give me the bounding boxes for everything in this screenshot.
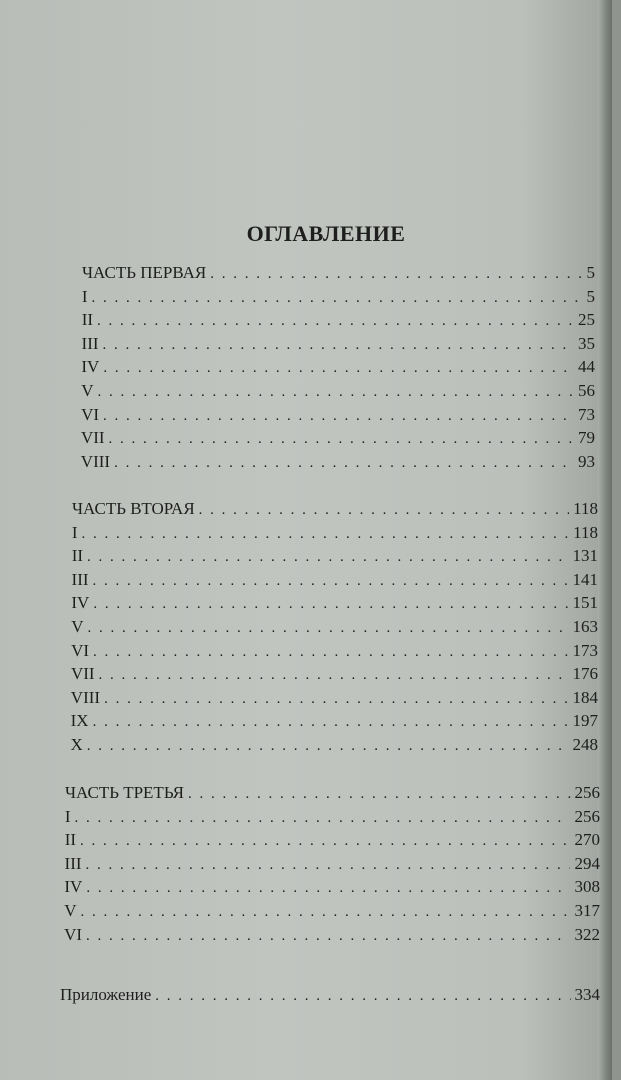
toc-entry-page-number: 197 (572, 711, 598, 731)
toc-entry-page-number: 5 (586, 286, 595, 306)
toc-entry-page-number: 73 (577, 404, 595, 424)
toc-entry-label: VI (64, 924, 83, 944)
toc-entry-page-number: 163 (572, 617, 598, 636)
toc-chapter-entry (81, 356, 595, 379)
toc-entry-page-number: 270 (574, 830, 600, 850)
dot-leader (199, 499, 569, 521)
toc-entry-label: I (81, 286, 88, 306)
toc-entry-label: IX (70, 711, 89, 731)
toc-chapter-entry (71, 663, 598, 686)
toc-chapter-entry (81, 404, 595, 427)
toc-entry-page-number: 131 (572, 546, 598, 566)
toc-entry-label: IV (64, 877, 83, 897)
toc-entry-label: ЧАСТЬ ТРЕТЬЯ (65, 783, 185, 802)
toc-chapter-entry (64, 900, 600, 923)
toc-entry-label: I (71, 522, 78, 542)
toc-entry-page-number: 176 (572, 664, 598, 684)
toc-chapter-entry (82, 333, 595, 356)
toc-entry-label: V (81, 381, 94, 400)
toc-entry-page-number: 25 (577, 310, 595, 330)
toc-chapter-entry (71, 710, 598, 733)
toc-part-heading (65, 782, 600, 805)
toc-entry-label: V (71, 617, 84, 636)
toc-entry-page-number: 79 (577, 428, 595, 448)
toc-entry-page-number: 93 (577, 451, 595, 471)
toc-entry-label: VII (80, 428, 105, 448)
toc-entry-page-number: 44 (577, 357, 595, 377)
toc-chapter-entry (81, 427, 595, 450)
toc-entry-page-number: 141 (572, 569, 598, 589)
toc-entry-label: V (64, 901, 77, 920)
toc-entry-label: II (81, 310, 94, 330)
toc-chapter-entry (81, 451, 595, 474)
dot-leader (103, 405, 574, 427)
toc-entry-label: X (70, 735, 83, 754)
dot-leader (87, 546, 568, 568)
dot-leader (109, 428, 574, 450)
toc-entry-page-number: 334 (574, 985, 600, 1004)
toc-appendix-entry (60, 984, 600, 1007)
toc-chapter-entry (64, 876, 600, 899)
dot-leader (103, 334, 574, 356)
dot-leader (88, 617, 569, 639)
toc-entry-label: II (71, 546, 84, 566)
toc-entry-label: ЧАСТЬ ВТОРАЯ (72, 499, 195, 518)
toc-entry-page-number: 322 (574, 924, 600, 944)
dot-leader (87, 735, 569, 757)
dot-leader (82, 523, 570, 545)
dot-leader (99, 664, 569, 686)
toc-entry-page-number: 308 (574, 877, 600, 897)
dot-leader (188, 783, 570, 805)
toc-entry-label: IV (81, 357, 100, 377)
dot-leader (86, 854, 571, 876)
toc-entry-label: VIII (70, 687, 101, 707)
toc-entry-label: IV (71, 593, 90, 613)
dot-leader (98, 381, 574, 403)
toc-chapter-entry (72, 569, 598, 592)
toc-entry-label: VI (81, 404, 100, 424)
toc-entry-page-number: 56 (578, 381, 595, 400)
toc-chapter-entry (72, 522, 598, 545)
toc-entry-page-number: 317 (574, 901, 600, 920)
toc-chapter-entry (82, 309, 595, 332)
toc-entry-page-number: 184 (572, 687, 598, 707)
dot-leader (114, 452, 574, 474)
toc-chapter-entry (71, 687, 598, 710)
dot-leader (93, 641, 568, 663)
toc-entry-page-number: 173 (572, 640, 598, 660)
toc-entry-label: III (71, 569, 89, 589)
toc-entry-label: III (81, 333, 99, 353)
toc-entry-label: ЧАСТЬ ПЕРВАЯ (82, 263, 207, 282)
toc-entry-page-number: 151 (572, 593, 598, 613)
toc-entry-page-number: 118 (573, 522, 598, 542)
toc-entry-label: I (64, 806, 71, 826)
dot-leader (86, 877, 570, 899)
toc-chapter-entry (71, 640, 598, 663)
toc-entry-label: VII (70, 664, 95, 684)
toc-chapter-entry (64, 924, 600, 947)
toc-part-heading (82, 262, 595, 285)
toc-entry-label: Приложение (60, 985, 152, 1004)
dot-leader (75, 807, 571, 829)
toc-entry-page-number: 35 (577, 333, 595, 353)
dot-leader (155, 985, 570, 1007)
toc-entry-label: VI (71, 640, 90, 660)
toc-entry-page-number: 5 (586, 263, 595, 282)
dot-leader (80, 830, 570, 852)
toc-title: ОГЛАВЛЕНИЕ (246, 221, 406, 246)
toc-chapter-entry (71, 592, 598, 615)
dot-leader (93, 593, 568, 615)
dot-leader (86, 925, 570, 947)
dot-leader (104, 688, 568, 710)
toc-entry-label: VIII (80, 451, 111, 471)
dot-leader (93, 711, 569, 733)
toc-chapter-entry (72, 545, 598, 568)
toc-entry-page-number: 256 (574, 806, 600, 826)
dot-leader (93, 570, 569, 592)
toc-entry-page-number: 118 (573, 499, 598, 518)
toc-entry-label: III (64, 853, 82, 873)
toc-part-heading (72, 498, 598, 521)
toc-chapter-entry (65, 853, 600, 876)
toc-entry-page-number: 256 (574, 783, 600, 802)
toc-entry-label: II (64, 830, 77, 850)
toc-chapter-entry (81, 380, 595, 403)
toc-chapter-entry (71, 616, 598, 639)
dot-leader (92, 287, 583, 309)
toc-entry-page-number: 248 (572, 735, 598, 754)
dot-leader (103, 357, 574, 379)
toc-entry-page-number: 294 (574, 853, 600, 873)
toc-chapter-entry (65, 806, 600, 829)
toc-chapter-entry (65, 829, 600, 852)
toc-chapter-entry (82, 286, 595, 309)
dot-leader (81, 901, 571, 923)
dot-leader (97, 310, 574, 332)
dot-leader (210, 263, 582, 285)
toc-chapter-entry (71, 734, 599, 757)
